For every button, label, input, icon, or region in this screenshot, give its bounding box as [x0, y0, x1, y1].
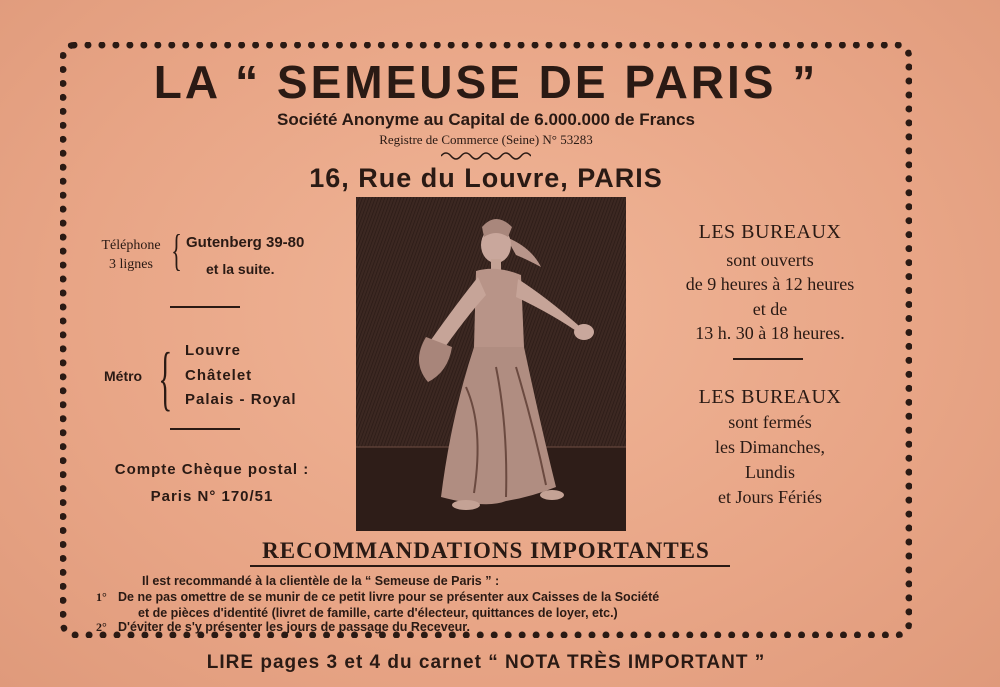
recommendation-item-2: D'éviter de s'y présenter les jours de passage du Receveur.	[118, 620, 470, 634]
closed-line: sont fermés	[728, 412, 812, 432]
metro-brace: {	[158, 338, 173, 418]
divider-rule	[170, 428, 240, 430]
recommendations-intro: Il est recommandé à la clientèle de la “ Semeuse de Paris ” :	[142, 574, 500, 588]
recommendation-item-1: De ne pas omettre de se munir de ce petit livre pour se présenter aux Caisses de la Société	[118, 590, 660, 604]
divider-rule	[733, 358, 803, 360]
address: 16, Rue du Louvre, PARIS	[309, 163, 663, 193]
item-number: 1°	[96, 590, 107, 604]
recommendation-item-1-continued: et de pièces d'identité (livret de famille, carte d'électeur, quittances de loyer, etc.)	[138, 606, 618, 620]
registry-line: Registre de Commerce (Seine) N° 53283	[379, 132, 593, 147]
telephone-number: Gutenberg 39-80	[186, 234, 305, 251]
cheque-number: Paris N° 170/51	[150, 488, 274, 505]
hours-line: sont ouverts	[726, 250, 814, 270]
closed-line: Lundis	[744, 462, 795, 482]
item-number: 2°	[96, 620, 107, 634]
metro-label: Métro	[104, 368, 143, 384]
hours-line: 13 h. 30 à 18 heures.	[695, 323, 845, 343]
telephone-suite: et la suite.	[206, 261, 275, 277]
closed-line: les Dimanches,	[715, 437, 825, 457]
sower-woman-engraving	[356, 197, 626, 531]
telephone-brace: {	[171, 226, 182, 275]
metro-station: Palais - Royal	[185, 391, 297, 408]
divider-rule	[170, 306, 240, 308]
page-title: LA “ SEMEUSE DE PARIS ”	[153, 56, 819, 108]
closed-title: LES BUREAUX	[698, 386, 842, 408]
hours-line: et de	[752, 299, 788, 319]
cheque-label: Compte Chèque postal :	[114, 461, 310, 478]
company-subtitle: Société Anonyme au Capital de 6.000.000 de Francs	[277, 110, 695, 129]
metro-station: Châtelet	[185, 367, 253, 384]
hours-title: LES BUREAUX	[698, 221, 842, 243]
telephone-lines-count: 3 lignes	[109, 257, 153, 272]
closed-line: et Jours Fériés	[718, 487, 822, 507]
recommendations-heading: RECOMMANDATIONS IMPORTANTES	[262, 538, 710, 563]
telephone-label-line: Téléphone	[101, 238, 161, 253]
footer-note: LIRE pages 3 et 4 du carnet “ NOTA TRÈS IMPORTANT ”	[206, 652, 766, 673]
metro-station: Louvre	[185, 342, 242, 359]
telephone-label	[92, 236, 170, 274]
hours-line: de 9 heures à 12 heures	[685, 274, 855, 294]
heading-underline	[250, 565, 730, 567]
